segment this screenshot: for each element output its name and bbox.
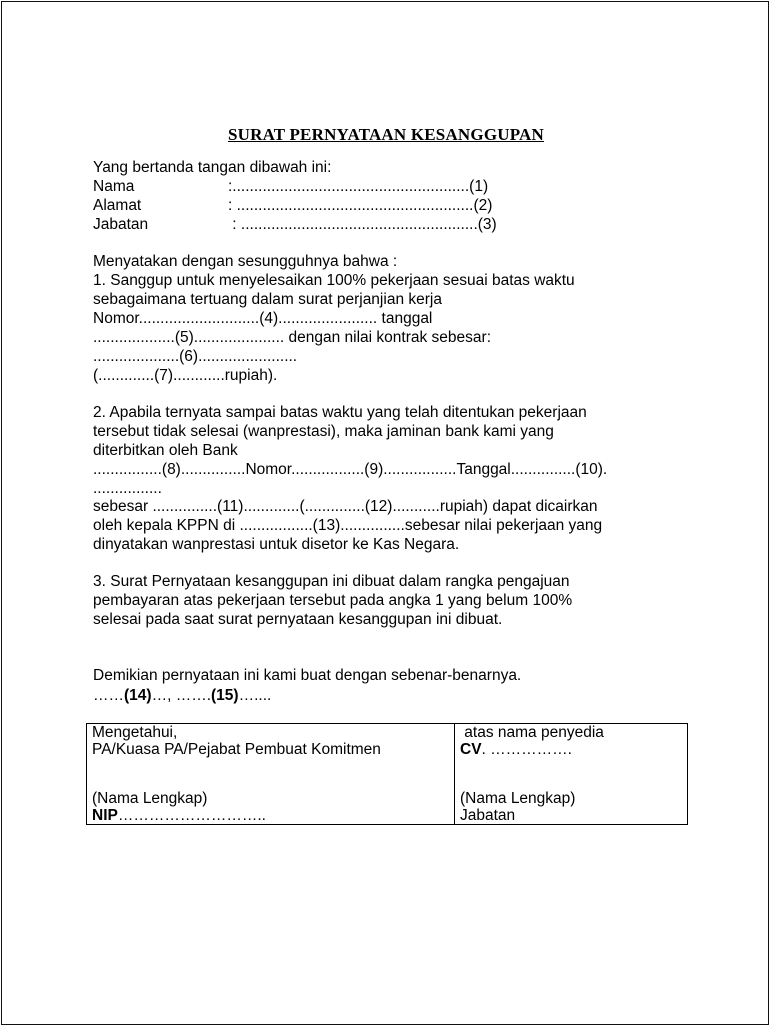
- field-row-nama: [93, 177, 488, 196]
- date-dots: …, …….: [151, 687, 211, 704]
- closing-statement: Demikian pernyataan ini kami buat dengan sebenar-benarnya.: [93, 667, 522, 684]
- point1-line: 1. Sanggup untuk menyelesaikan 100% pekerjaan sesuai batas waktu: [93, 272, 575, 289]
- right-position: Jabatan: [460, 807, 516, 824]
- place-dots: ……: [93, 687, 124, 704]
- field-value: : .......................................................(2): [228, 197, 493, 214]
- intro-text: Yang bertanda tangan dibawah ini:: [93, 159, 332, 176]
- date-number: (15): [211, 687, 239, 704]
- field-label: Jabatan: [93, 216, 149, 233]
- point2-line: diterbitkan oleh Bank: [93, 442, 238, 459]
- point1-line: ....................(6).......................: [93, 348, 298, 365]
- right-on-behalf: atas nama penyedia: [460, 724, 604, 741]
- point2-line: 2. Apabila ternyata sampai batas waktu yang telah ditentukan pekerjaan: [93, 404, 587, 421]
- point2-line: dinyatakan wanprestasi untuk disetor ke Kas Negara.: [93, 536, 460, 553]
- point3-line: pembayaran atas pekerjaan tersebut pada angka 1 yang belum 100%: [93, 592, 573, 609]
- nip-label: NIP: [92, 807, 118, 824]
- point3-line: 3. Surat Pernyataan kesanggupan ini dibuat dalam rangka pengajuan: [93, 573, 570, 590]
- point3-line: selesai pada saat surat pernyataan kesanggupan ini dibuat.: [93, 611, 503, 628]
- company-dots: . …………….: [481, 741, 572, 758]
- point1-line: Nomor............................(4)....................... tanggal: [93, 310, 433, 327]
- left-acknowledge: Mengetahui,: [92, 724, 178, 741]
- company-label: CV: [460, 741, 482, 758]
- field-value: : .......................................................(3): [228, 216, 497, 233]
- point2-line: oleh kepala KPPN di .................(13)...............sebesar nilai pekerjaan yang: [93, 517, 603, 534]
- place-date-line: [93, 686, 271, 705]
- left-official-title: PA/Kuasa PA/Pejabat Pembuat Komitmen: [92, 741, 381, 758]
- left-full-name: (Nama Lengkap): [92, 790, 208, 807]
- place-number: (14): [124, 687, 152, 704]
- point1-line: (.............(7)............rupiah).: [93, 367, 278, 384]
- right-full-name: (Nama Lengkap): [460, 790, 576, 807]
- field-row-alamat: [93, 196, 492, 215]
- field-label: Alamat: [93, 197, 142, 214]
- left-nip-line: [92, 807, 266, 824]
- field-label: Nama: [93, 178, 135, 195]
- document-title: SURAT PERNYATAAN KESANGGUPAN: [227, 125, 545, 144]
- field-value: :.......................................................(1): [228, 178, 489, 195]
- point1-line: ...................(5)..................... dengan nilai kontrak sebesar:: [93, 329, 491, 346]
- date-dots-end: …....: [238, 687, 272, 704]
- point2-line: ................: [93, 480, 162, 497]
- nip-dots: ………………………..: [117, 807, 266, 824]
- point2-line: sebesar ...............(11).............(..............(12)...........rupiah) dapat dicairkan: [93, 498, 598, 515]
- point2-line: tersebut tidak selesai (wanprestasi), maka jaminan bank kami yang: [93, 423, 554, 440]
- point1-line: sebagaimana tertuang dalam surat perjanjian kerja: [93, 291, 442, 308]
- right-company-line: [460, 741, 572, 758]
- field-row-jabatan: [93, 215, 497, 234]
- point2-line: ................(8)...............Nomor.................(9).................Tanggal...............(10).: [93, 461, 608, 478]
- statement-intro: Menyatakan dengan sesungguhnya bahwa :: [93, 253, 398, 270]
